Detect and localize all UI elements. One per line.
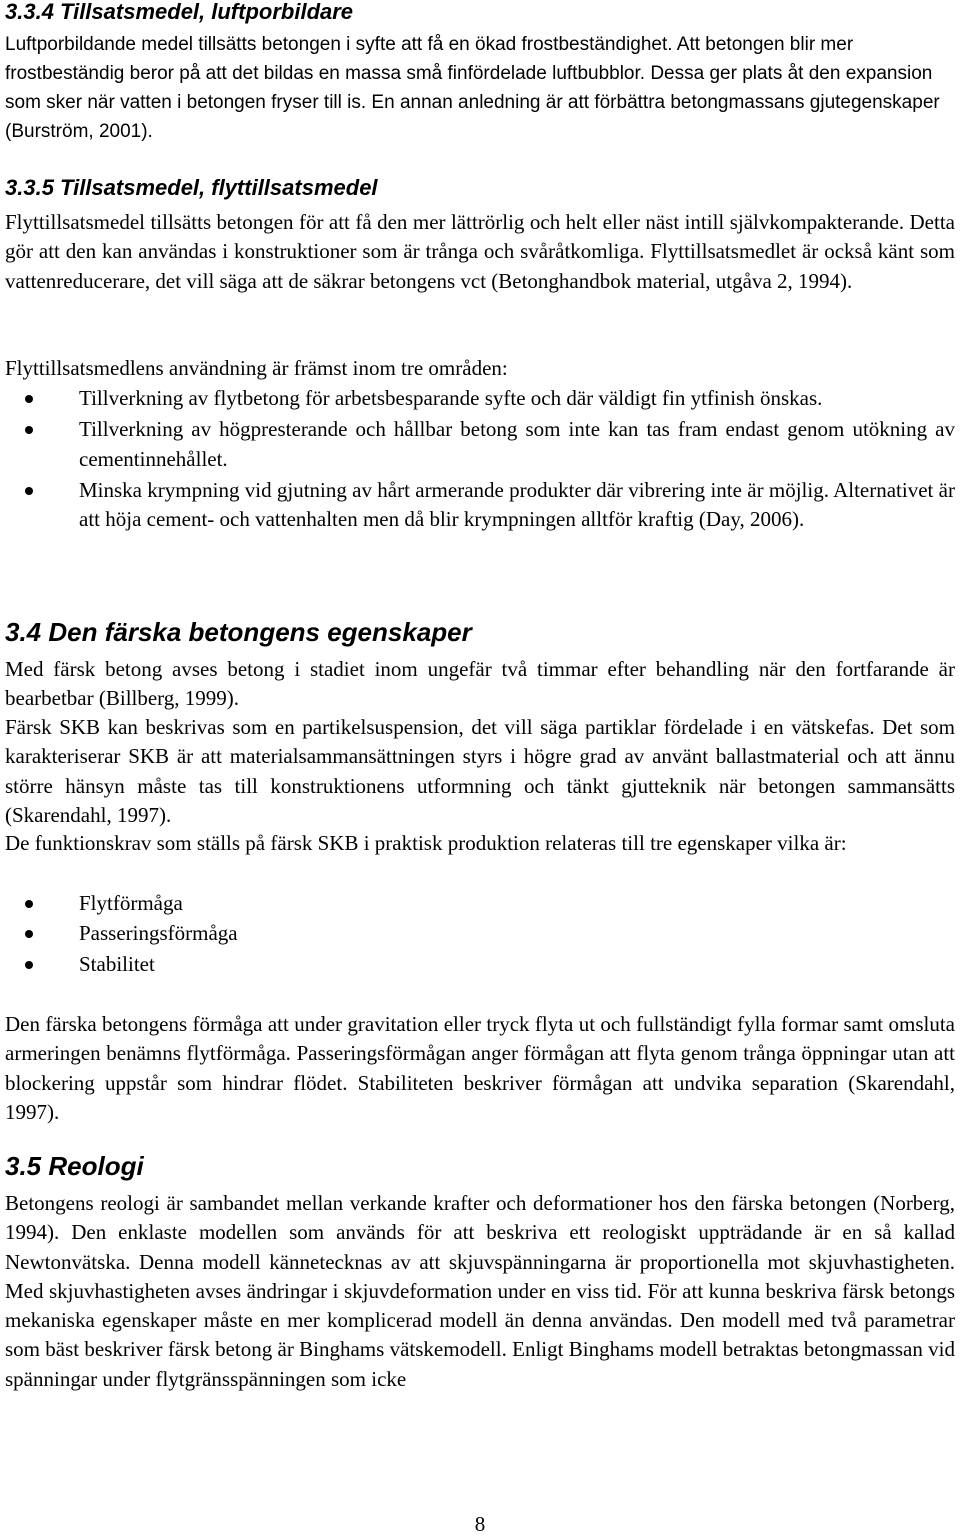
bullet-list-omraden bbox=[5, 384, 955, 534]
page-number: 8 bbox=[474, 1512, 486, 1536]
heading-3-5: 3.5 Reologi bbox=[5, 1151, 144, 1181]
bullet-icon bbox=[25, 487, 33, 495]
paragraph-farsk-betong: Med färsk betong avses betong i stadiet inom ungefär två timmar efter behandling när den fortfarande är bearbetbar (Billberg, 1999). bbox=[5, 657, 955, 711]
list-item: Tillverkning av flytbetong för arbetsbesparande syfte och där väldigt fin ytfinish önskas. bbox=[5, 384, 955, 413]
paragraph-funktionskrav: De funktionskrav som ställs på färsk SKB i praktisk produktion relateras till tre egenskaper vilka är: bbox=[5, 831, 847, 855]
list-item: Minska krympning vid gjutning av hårt armerande produkter där vibrering inte är möjlig. Alternativet är att höja cement- och vattenhalten men då blir krympningen alltför kraftig (Day, 2006). bbox=[5, 476, 955, 535]
bullet-list-egenskaper bbox=[5, 889, 955, 979]
bullet-icon bbox=[25, 900, 33, 908]
paragraph-anvandning: Flyttillsatsmedlens användning är främst inom tre områden: bbox=[5, 356, 508, 380]
heading-3-3-4: 3.3.4 Tillsatsmedel, luftporbildare bbox=[5, 0, 354, 24]
paragraph-luftporbildare: Luftporbildande medel tillsätts betongen i syfte att få en ökad frostbeständighet. Att betongen blir mer frostbeständig beror på att det bildas en massa små finfördelade luftbubblor. Dessa ger plats åt den expansion som sker när vatten i betongen fryser till is. En annan anledning är att förbättra betongmassans gjutegenskaper (Burström, 2001). bbox=[5, 34, 940, 142]
list-item: Stabilitet bbox=[5, 950, 955, 979]
paragraph-flyttillsatsmedel: Flyttillsatsmedel tillsätts betongen för att få den mer lättrörlig och helt eller näst intill självkompakterande. Detta gör att den kan användas i konstruktioner som är trånga och svåråtkomliga. Flyttillsatsmedlet är också känt som vattenreducerare, det vill säga att de säkrar betongens vct (Betonghandbok material, utgåva 2, 1994). bbox=[5, 210, 955, 293]
list-item: Passeringsförmåga bbox=[5, 919, 955, 948]
list-item: Tillverkning av högpresterande och hållbar betong som inte kan tas fram endast genom utökning av cementinnehållet. bbox=[5, 415, 955, 474]
bullet-icon bbox=[25, 426, 33, 434]
paragraph-reologi: Betongens reologi är sambandet mellan verkande krafter och deformationer hos den färska betongen (Norberg, 1994). Den enklaste modellen som används för att beskriva ett reologiskt uppträdande är en så kallad Newtonvätska. Denna modell kännetecknas av att skjuvspänningarna är proportionella mot skjuvhastigheten. Med skjuvhastigheten avses ändringar i skjuvdeformation under en viss tid. För att kunna beskriva färsk betongs mekaniska egenskaper måste en mer komplicerad modell än denna användas. Den modell med två parametrar som bäst beskriver färsk betong är Binghams vätskemodell. Enligt Binghams modell betraktas betongmassan vid spänningar under flytgränsspänningen som icke bbox=[5, 1191, 955, 1391]
bullet-icon bbox=[25, 961, 33, 969]
paragraph-partikelsuspension: Färsk SKB kan beskrivas som en partikelsuspension, det vill säga partiklar fördelade i en vätskefas. Det som karakteriserar SKB är att materialsammansättningen styrs i högre grad av använt ballastmaterial och att ännu större hänsyn måste tas till konstruktionens utformning och tänkt gjutteknik när betongen sammansätts (Skarendahl, 1997). bbox=[5, 715, 955, 827]
bullet-icon bbox=[25, 930, 33, 938]
heading-3-3-5: 3.3.5 Tillsatsmedel, flyttillsatsmedel bbox=[5, 175, 378, 200]
paragraph-flytformaga: Den färska betongens förmåga att under gravitation eller tryck flyta ut och fullständigt fylla formar samt omsluta armeringen benämns flytförmåga. Passeringsförmågan anger förmågan att flyta genom trånga öppningar utan att blockering uppstår som hindrar flödet. Stabiliteten beskriver förmågan att undvika separation (Skarendahl, 1997). bbox=[5, 1012, 955, 1124]
heading-3-4: 3.4 Den färska betongens egenskaper bbox=[5, 617, 472, 647]
list-item: Flytförmåga bbox=[5, 889, 955, 918]
bullet-icon bbox=[25, 395, 33, 403]
